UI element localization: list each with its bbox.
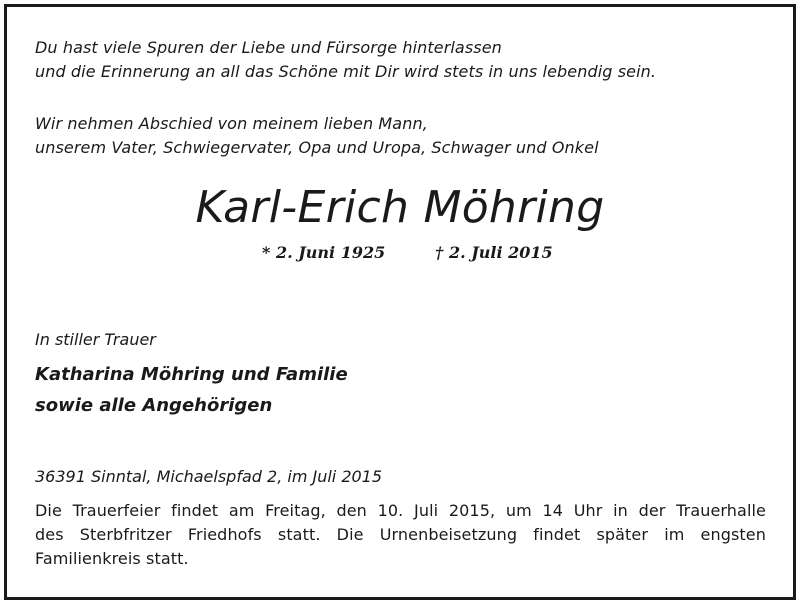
location-date: 36391 Sinntal, Michaelspfad 2, im Juli 2015 — [35, 467, 383, 486]
birth-date: * 2. Juni 1925 — [262, 243, 386, 262]
notice-line-2: des Sterbfritzer Friedhofs statt. Die Urnenbeisetzung findet später im engsten — [35, 525, 766, 544]
death-date: † 2. Juli 2015 — [435, 243, 553, 262]
intro-line-4: unserem Vater, Schwiegervater, Opa und Uropa, Schwager und Onkel — [35, 138, 599, 157]
intro-line-1: Du hast viele Spuren der Liebe und Fürsorge hinterlassen — [35, 38, 502, 57]
notice-line-1: Die Trauerfeier findet am Freitag, den 10. Juli 2015, um 14 Uhr in der Trauerhalle — [35, 501, 766, 520]
intro-line-3: Wir nehmen Abschied von meinem lieben Mann, — [35, 114, 428, 133]
mourners-line-1: Katharina Möhring und Familie — [35, 364, 348, 385]
funeral-notice — [35, 499, 766, 571]
intro-line-2: und die Erinnerung an all das Schöne mit Dir wird stets in uns lebendig sein. — [35, 62, 657, 81]
deceased-name: Karl-Erich Möhring — [195, 182, 605, 233]
notice-line-3: Familienkreis statt. — [35, 549, 189, 568]
mourners-line-2: sowie alle Angehörigen — [35, 395, 273, 416]
mourning-intro: In stiller Trauer — [35, 330, 156, 349]
